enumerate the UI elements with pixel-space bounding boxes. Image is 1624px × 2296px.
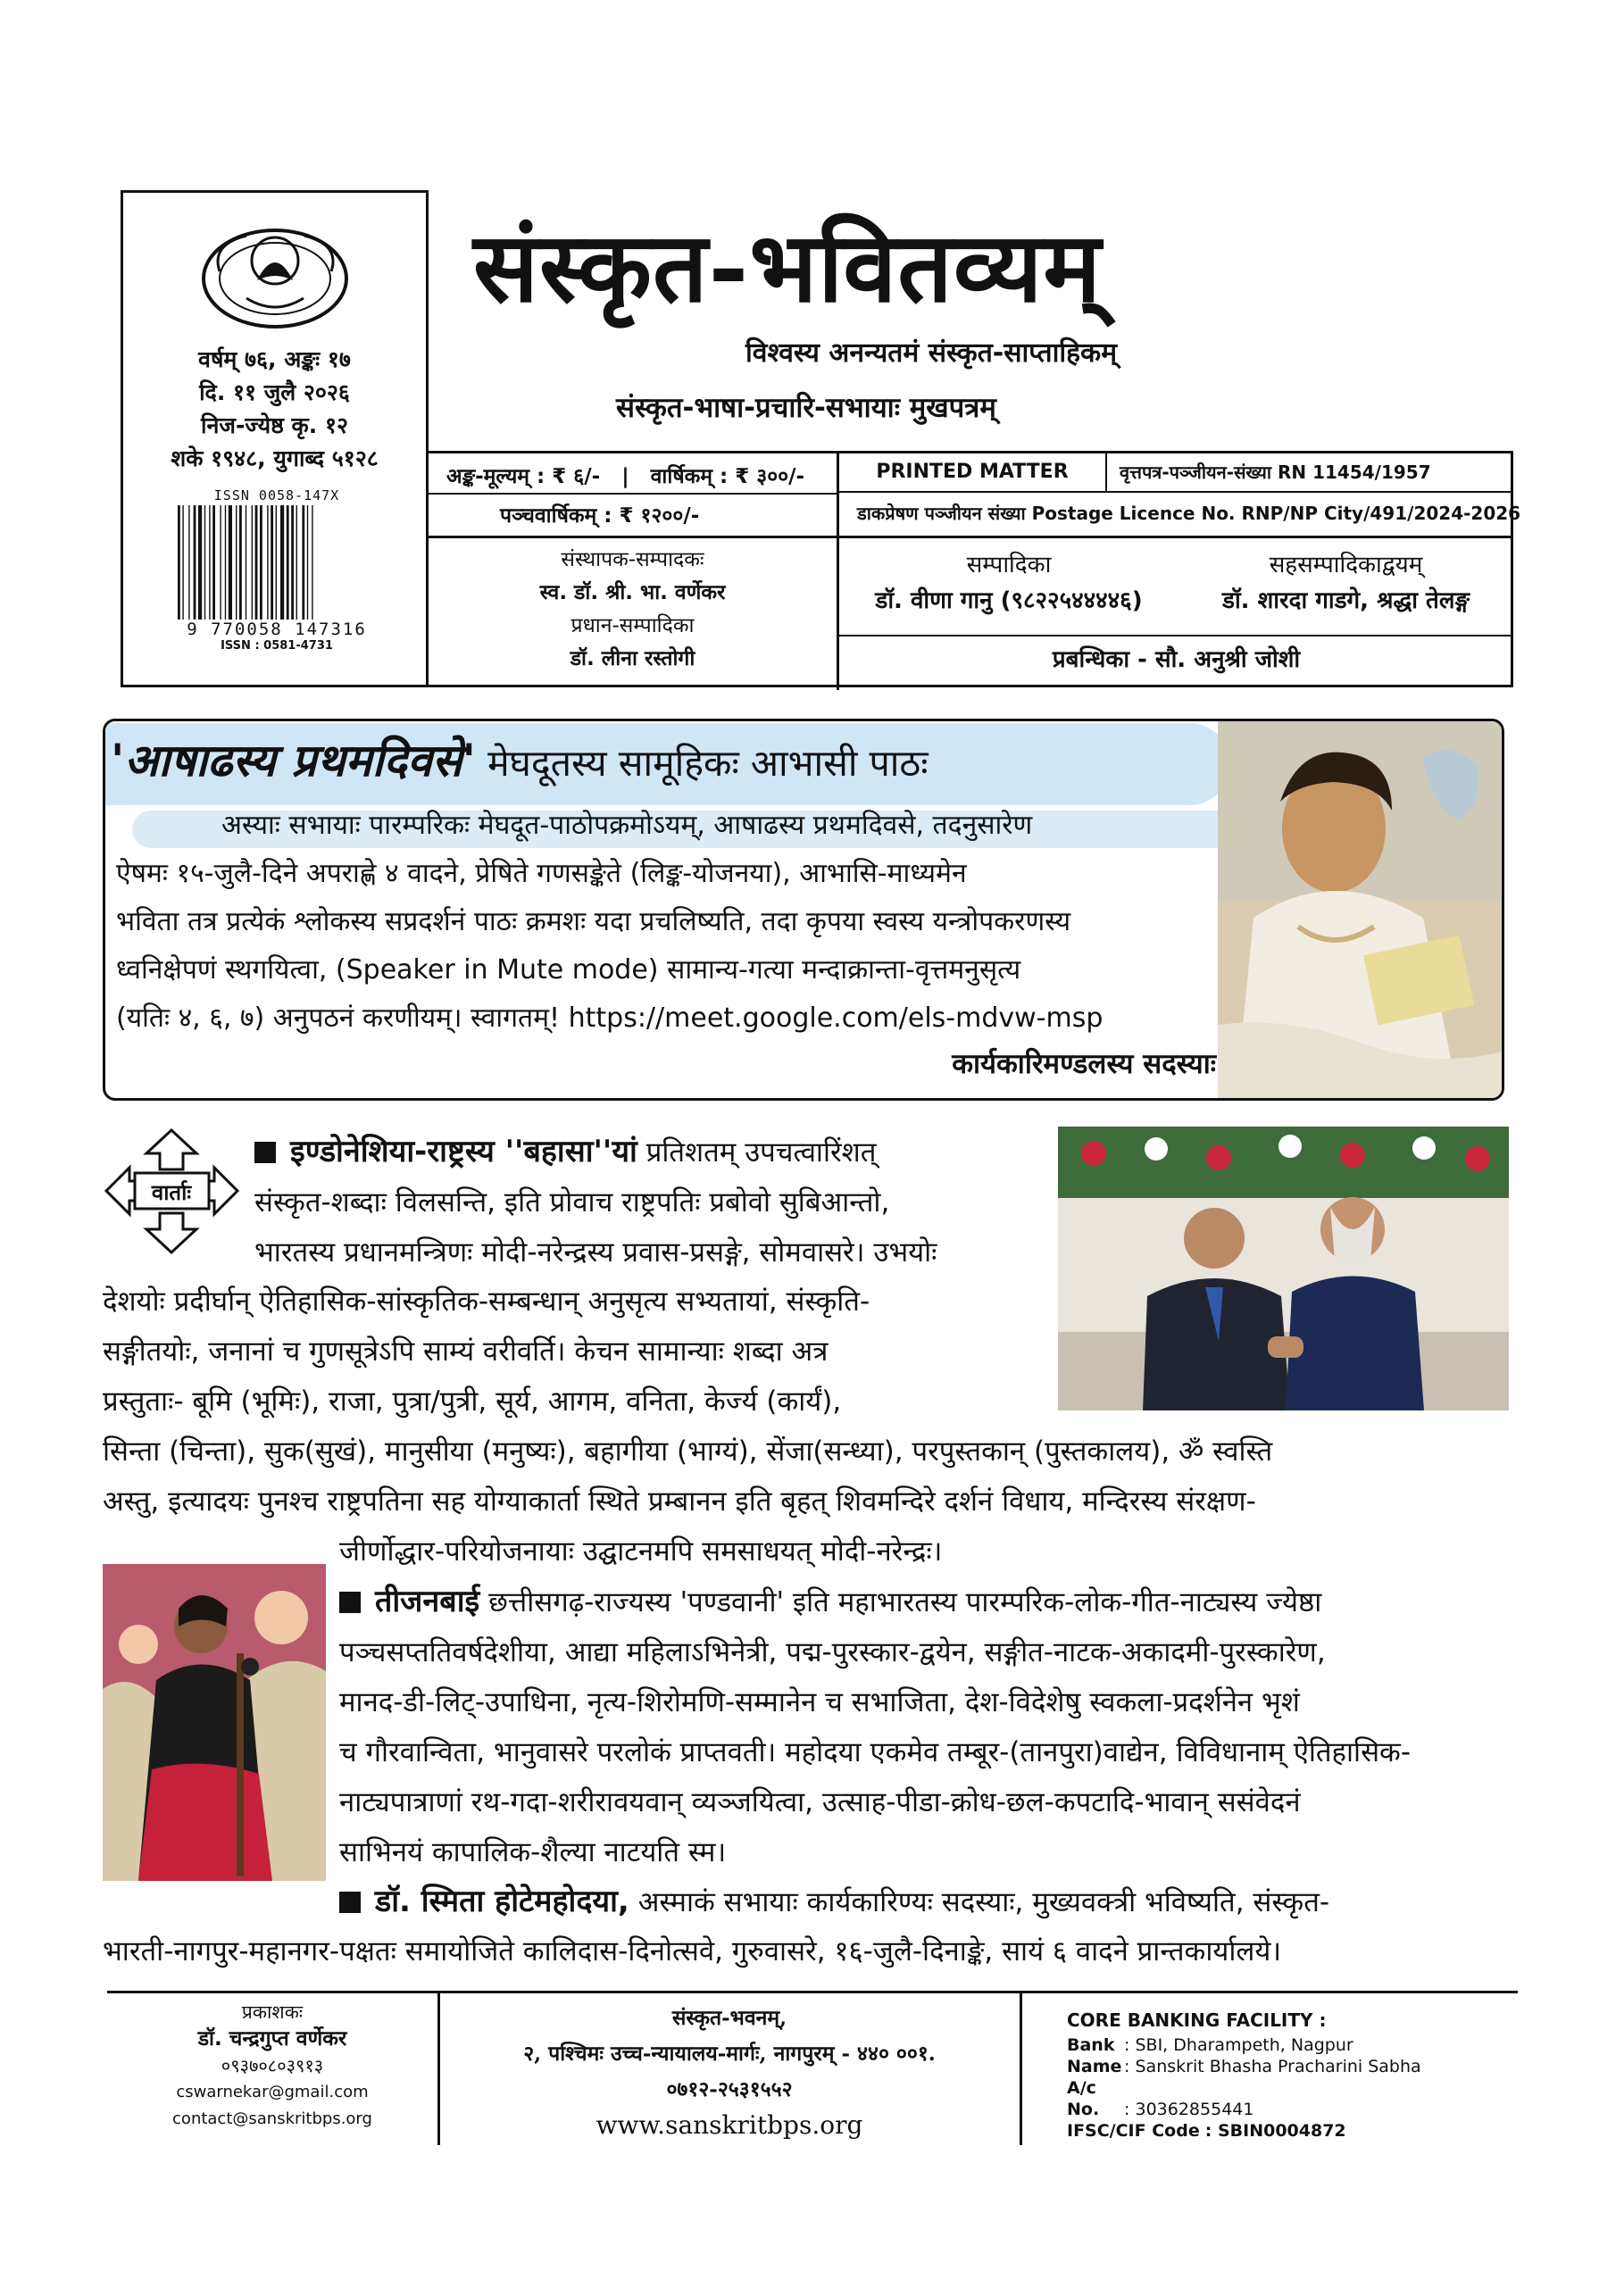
editor-label: सम्पादिका bbox=[966, 552, 1052, 578]
newspaper-subtitle: संस्कृत-भाषा-प्रचारि-सभायाः मुखपत्रम् bbox=[616, 392, 996, 424]
news-line: देशयोः प्रदीर्घान् ऐतिहासिक-सांस्कृतिक-सम्बन्धान् अनुसृत्य सभ्यतायां, संस्कृति- bbox=[103, 1285, 870, 1318]
barcode-bar bbox=[280, 505, 284, 620]
divider bbox=[839, 635, 1513, 636]
meghaduta-line: भविता तत्र प्रत्येकं श्लोकस्य सप्रदर्शनं पाठः क्रमशः यदा प्रचलिष्यति, तदा कृपया स्वस्य यन्त्रोपकरणस्य bbox=[116, 906, 1071, 937]
issue-volume: वर्षम् ७६, अङ्कः १७ bbox=[198, 346, 351, 372]
five-year-price: पञ्चवार्षिकम् : ₹ १२००/- bbox=[500, 504, 700, 528]
office-block bbox=[439, 2001, 1020, 2143]
bank-key: IFSC/CIF Code bbox=[1067, 2121, 1200, 2141]
office-address: २, पश्चिमः उच्च-न्यायालय-मार्गः, नागपुरम् - ४४० ००१. bbox=[523, 2042, 936, 2066]
meghaduta-title: 'आषाढस्य प्रथमदिवसे' bbox=[111, 734, 476, 786]
barcode-bar bbox=[302, 505, 304, 620]
news-keyword: डॉ. स्मिता होटेमहोदया, bbox=[375, 1884, 629, 1919]
publisher-block bbox=[107, 1999, 437, 2133]
barcode-bar bbox=[220, 505, 221, 620]
meghaduta-line: ऐषमः १५-जुलै-दिने अपराह्णे ४ वादने, प्रेषिते गणसङ्केते (लिङ्क-योजनया), आभासि-माध्यमेन bbox=[116, 858, 967, 889]
manager-name: प्रबन्धिका - सौ. अनुश्री जोशी bbox=[1052, 646, 1301, 673]
barcode-bar bbox=[212, 505, 215, 620]
news-keyword: इण्डोनेशिया-राष्ट्रस्य ''बहासा''यां bbox=[290, 1134, 637, 1169]
divider bbox=[429, 493, 839, 495]
newspaper-title: संस्कृत-भवितव्यम् bbox=[473, 212, 1103, 324]
bullet-square-icon bbox=[339, 1592, 361, 1613]
teejan-bai-performance-photo bbox=[103, 1564, 326, 1881]
masthead-info-grid bbox=[429, 451, 1521, 687]
news-line: साभिनयं कापालिक-शैल्या नाटयति स्म। bbox=[339, 1836, 727, 1868]
publisher-phone: ०९३७०८०३९१३ bbox=[221, 2055, 324, 2076]
issue-info bbox=[123, 343, 426, 475]
barcode bbox=[166, 487, 387, 675]
news-item-teejan bbox=[339, 1576, 1513, 1877]
barcode-bar bbox=[291, 505, 294, 620]
barcode-issn-top: ISSN 0058-147X bbox=[213, 487, 340, 503]
meghaduta-signature: कार्यकारिमण्डलस्य सदस्याः bbox=[952, 1048, 1216, 1080]
publisher-label: प्रकाशकः bbox=[241, 2001, 304, 2023]
news-text: अस्माकं सभायाः कार्यकारिण्यः सदस्याः, मुख्यवक्त्री भविष्यति, संस्कृत- bbox=[637, 1886, 1330, 1918]
news-line bbox=[339, 1876, 1513, 1927]
coeditors-block bbox=[1178, 547, 1513, 619]
coeditors-names: डॉ. शारदा गाडगे, श्रद्धा तेलङ्ग bbox=[1222, 587, 1470, 614]
news-line: पञ्चसप्ततिवर्षदेशीया, आद्या महिलाऽभिनेत्री, पद्म-पुरस्कार-द्वयेन, सङ्गीत-नाटक-अकादमी-पुरस्कारेण, bbox=[339, 1636, 1326, 1668]
barcode-bar bbox=[194, 505, 196, 620]
email-link[interactable]: cswarnekar@gmail.com bbox=[176, 2083, 369, 2101]
news-text: प्रतिशतम् उपचत्वारिंशत् bbox=[645, 1136, 877, 1169]
printed-matter-label: PRINTED MATTER bbox=[839, 453, 1107, 493]
barcode-bar bbox=[225, 505, 226, 620]
news-line: संस्कृत-शब्दाः विलसन्ति, इति प्रोवाच राष्ट्रपतिः प्रबोवो सुबिआन्तो, bbox=[254, 1186, 890, 1219]
price-cell bbox=[429, 453, 839, 536]
editor-block bbox=[839, 547, 1178, 619]
news-line: जीर्णोद्धार-परियोजनायाः उद्घाटनमपि समसाधयत् मोदी-नरेन्द्रः। bbox=[339, 1535, 943, 1568]
postage-licence: डाकप्रेषण पञ्जीयन संख्या Postage Licence No. RNP/NP City/491/2024-2026 bbox=[857, 503, 1521, 524]
chief-editor-name: डॉ. लीना रस्तोगी bbox=[570, 647, 695, 670]
news-line bbox=[339, 1576, 1513, 1627]
founder-cell bbox=[429, 538, 839, 690]
bank-key: A/c No. bbox=[1067, 2078, 1100, 2119]
bank-key: Bank bbox=[1067, 2035, 1115, 2055]
website-link[interactable]: www.sanskritbps.org bbox=[595, 2110, 863, 2140]
news-text: छत्तीसगढ़-राज्यस्य 'पण्डवानी' इति महाभारतस्य पारम्परिक-लोक-गीत-नाट्यस्य ज्येष्ठा bbox=[488, 1586, 1322, 1618]
editor-name: डॉ. वीणा गानु (९८२२५४४४४६) bbox=[875, 587, 1143, 614]
publisher-name: डॉ. चन्द्रगुप्त वर्णेकर bbox=[197, 2027, 347, 2051]
kalidasa-painting-image bbox=[1218, 721, 1502, 1100]
bank-row bbox=[1067, 2120, 1513, 2142]
news-keyword: तीजनबाई bbox=[375, 1584, 480, 1619]
issue-date: दि. ११ जुलै २०२६ bbox=[199, 379, 350, 405]
barcode-bar bbox=[188, 505, 189, 620]
barcode-bar bbox=[236, 505, 237, 620]
barcode-bar bbox=[239, 505, 242, 620]
news-item-indonesia-cont bbox=[103, 1277, 1058, 1427]
sabha-logo-emblem bbox=[193, 218, 358, 334]
meghaduta-notice-box bbox=[103, 719, 1504, 1101]
news-item-indonesia bbox=[254, 1127, 1509, 1277]
barcode-bar bbox=[229, 505, 232, 620]
bank-heading: CORE BANKING FACILITY : bbox=[1067, 2009, 1327, 2031]
news-line: सिन्ता (चिन्ता), सुक(सुखं), मानुसीया (मनुष्यः), बहागीया (भाग्यं), सेंजा(सन्ध्या), परपुस्तकान् (पुस्तकालय), ॐ स्वस्ति bbox=[103, 1435, 1273, 1468]
issue-panel bbox=[121, 190, 429, 687]
barcode-bar bbox=[267, 505, 268, 620]
news-item-smita bbox=[339, 1876, 1513, 1927]
news-line: अस्तु, इत्यादयः पुनश्च राष्ट्रपतिना सह योग्याकार्ता स्थिते प्रम्बानन इति बृहत् शिवमन्दिरे दर्शनं विधाय, मन्दिरस्य संरक्षण- bbox=[103, 1485, 1256, 1518]
barcode-bar bbox=[204, 505, 205, 620]
annual-price: वार्षिकम् : ₹ ३००/- bbox=[650, 465, 805, 488]
barcode-bar bbox=[287, 505, 289, 620]
price-row: अङ्क-मूल्यम् : ₹ ६/- | वार्षिकम् : ₹ ३००/- bbox=[446, 465, 805, 488]
meghaduta-line: अस्याः सभायाः पारम्परिकः मेघदूत-पाठोपक्रमोऽयम्, आषाढस्य प्रथमदिवसे, तदनुसारेण bbox=[221, 810, 1033, 841]
barcode-number: 9 770058 147316 bbox=[187, 620, 367, 639]
barcode-bar bbox=[296, 505, 297, 620]
meghaduta-line: ध्वनिक्षेपणं स्थगयित्वा, (Speaker in Mute mode) सामान्य-गत्या मन्दाक्रान्ता-वृत्तमनुसृत्य bbox=[116, 954, 1021, 986]
founder-name: स्व. डॉ. श्री. भा. वर्णेकर bbox=[539, 581, 726, 604]
coeditors-label: सहसम्पादिकाद्वयम् bbox=[1269, 552, 1423, 578]
news-item-indonesia-full bbox=[103, 1427, 1513, 1576]
barcode-bar bbox=[209, 505, 210, 620]
bank-value: : Sanskrit Bhasha Pracharini Sabha bbox=[1124, 2057, 1421, 2076]
bank-value: : SBI, Dharampeth, Nagpur bbox=[1124, 2035, 1353, 2055]
barcode-bar bbox=[255, 505, 258, 620]
masthead bbox=[121, 190, 1521, 690]
news-arrows-icon bbox=[103, 1127, 241, 1256]
news-line: भारती-नागपुर-महानगर-पक्षतः समायोजिते कालिदास-दिनोत्सवे, गुरुवासरे, १६-जुलै-दिनाङ्के, सायं ६ वादने प्रान्तकार्यालये। bbox=[103, 1935, 1282, 1967]
meghaduta-body bbox=[116, 802, 1295, 1043]
issue-shaka: शके १९४८, युगाब्द ५१२८ bbox=[171, 445, 379, 471]
bank-value: : 30362855441 bbox=[1124, 2100, 1254, 2119]
newspaper-tagline: विश्वस्य अनन्यतमं संस्कृत-साप्ताहिकम् bbox=[745, 337, 1118, 369]
news-line: भारतस्य प्रधानमन्त्रिणः मोदी-नरेन्द्रस्य प्रवास-प्रसङ्गे, सोमवासरे। उभयोः bbox=[254, 1236, 937, 1269]
bank-row bbox=[1067, 2056, 1513, 2077]
bank-row bbox=[1067, 2077, 1513, 2120]
bullet-square-icon bbox=[339, 1892, 361, 1913]
news-line: नाट्यपात्राणां रथ-गदा-शरीरावयवान् व्यञ्जयित्वा, उत्साह-पीडा-क्रोध-छल-कपटादि-भावान् ससंवेदनं bbox=[339, 1786, 1301, 1818]
office-name: संस्कृत-भवनम्, bbox=[671, 2006, 787, 2030]
barcode-bar bbox=[260, 505, 262, 620]
bank-value: : SBIN0004872 bbox=[1204, 2121, 1346, 2141]
news-line: सङ्गीतयोः, जनानां च गुणसूत्रेऽपि साम्यं वरीवर्ति। केचन सामान्याः शब्दा अत्र bbox=[103, 1335, 829, 1368]
office-phone: ०७१२-२५३१५५२ bbox=[666, 2077, 793, 2101]
footer bbox=[107, 1991, 1518, 2142]
chief-editor-label: प्रधान-सम्पादिका bbox=[570, 614, 695, 637]
issue-tithi: निज-ज्येष्ठ कृ. १२ bbox=[201, 412, 348, 438]
editors-cell bbox=[839, 538, 1513, 690]
bullet-square-icon bbox=[254, 1142, 276, 1163]
barcode-bar bbox=[252, 505, 253, 620]
barcode-bars-icon bbox=[174, 505, 379, 620]
news-item-smita-cont bbox=[103, 1926, 1513, 1976]
meghaduta-subtitle: मेघदूतस्य सामूहिकः आभासी पाठः bbox=[487, 742, 929, 785]
news-icon-label: वार्ताः bbox=[151, 1180, 192, 1205]
founder-label: संस्थापक-सम्पादकः bbox=[561, 548, 704, 571]
bank-key: Name bbox=[1067, 2057, 1122, 2076]
registration-number: वृत्तपत्र-पञ्जीयन-संख्या RN 11454/1957 bbox=[1107, 453, 1513, 493]
barcode-bar bbox=[198, 505, 202, 620]
barcode-bar bbox=[276, 505, 277, 620]
barcode-bar bbox=[271, 505, 273, 620]
divider bbox=[1020, 1993, 1022, 2145]
barcode-bar bbox=[182, 505, 183, 620]
news-line bbox=[254, 1127, 1509, 1177]
bank-block bbox=[1067, 2009, 1513, 2142]
bank-row bbox=[1067, 2034, 1513, 2056]
news-line: मानद-डी-लिट्-उपाधिना, नृत्य-शिरोमणि-सम्मानेन च सभाजिता, देश-विदेशेषु स्वकला-प्रदर्शनेन भृशं bbox=[339, 1686, 1300, 1718]
meghaduta-headline bbox=[111, 728, 929, 789]
barcode-issn-bottom: ISSN : 0581-4731 bbox=[221, 639, 333, 653]
barcode-bar bbox=[307, 505, 308, 620]
barcode-bar bbox=[178, 505, 180, 620]
issue-price: अङ्क-मूल्यम् : ₹ ६/- bbox=[446, 465, 601, 488]
news-line: प्रस्तुताः- बूमि (भूमिः), राजा, पुत्रा/पुत्री, सूर्य, आगम, वनिता, केर्ज्य (कार्यं), bbox=[103, 1385, 842, 1418]
email-link[interactable]: contact@sanskritbps.org bbox=[172, 2109, 372, 2128]
meghaduta-line: (यतिः ४, ६, ७) अनुपठनं करणीयम्। स्वागतम्! https://meet.google.com/els-mdvw-msp bbox=[116, 1002, 1103, 1034]
news-line: च गौरवान्विता, भानुवासरे परलोकं प्राप्तवती। महोदया एकमेव तम्बूर-(तानपुरा)वाद्येन, विविधानाम् ऐतिहासिक- bbox=[339, 1736, 1412, 1768]
